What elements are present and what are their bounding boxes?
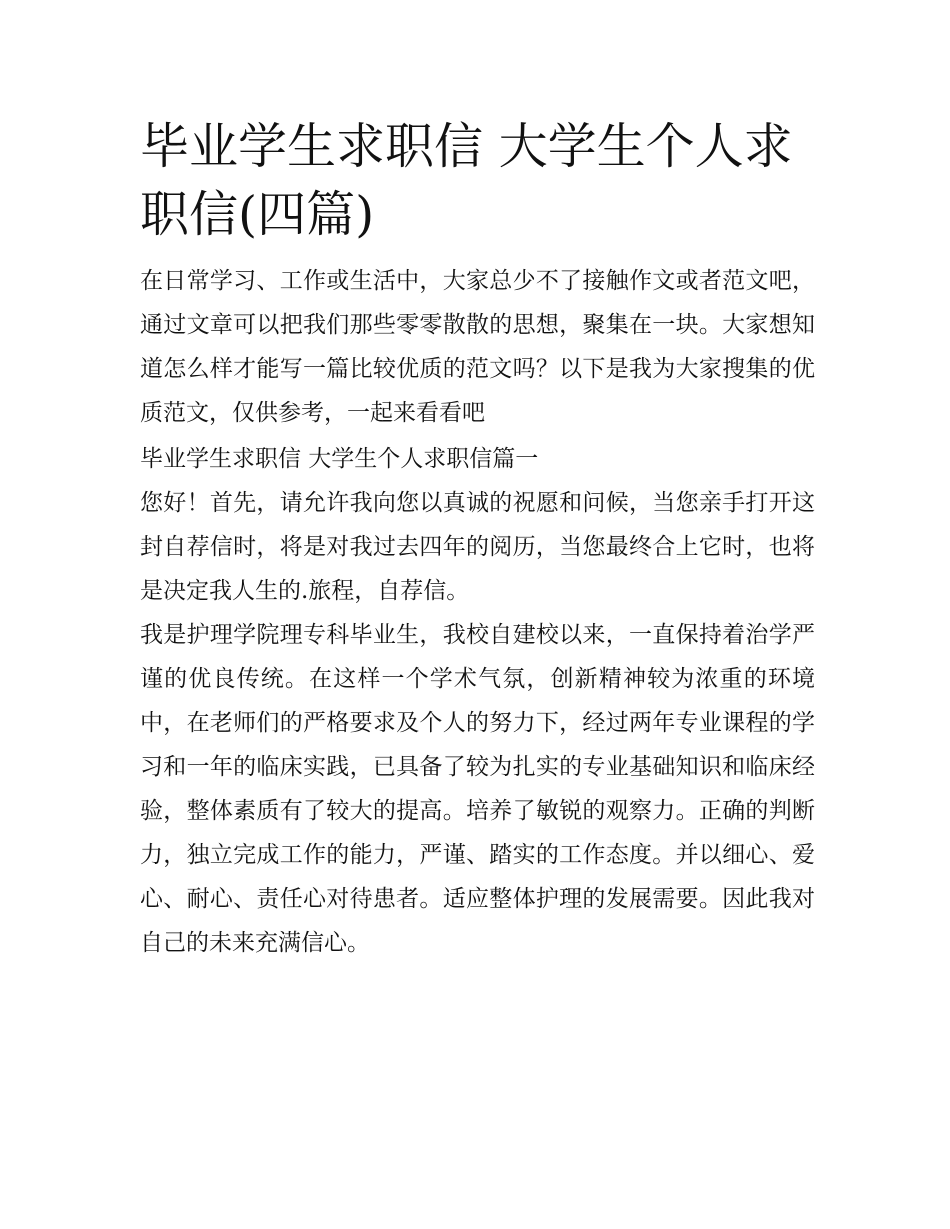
greeting-paragraph: 您好！首先，请允许我向您以真诚的祝愿和问候，当您亲手打开这封自荐信时，将是对我过去四年的阅历，当您最终合上它时，也将是决定我人生的.旅程，自荐信。 xyxy=(140,490,815,604)
section-heading: 毕业学生求职信 大学生个人求职信篇一 xyxy=(140,446,539,472)
document-content xyxy=(140,113,815,965)
self-introduction-paragraph: 我是护理学院理专科毕业生，我校自建校以来，一直保持着治学严谨的优良传统。在这样一个学术气氛，创新精神较为浓重的环境中，在老师们的严格要求及个人的努力下，经过两年专业课程的学习和一年的临床实践，已具备了较为扎实的专业基础知识和临床经验，整体素质有了较大的提高。培养了敏锐的观察力。正确的判断力，独立完成工作的能力，严谨、踏实的工作态度。并以细心、爱心、耐心、责任心对待患者。适应整体护理的发展需要。因此我对自己的未来充满信心。 xyxy=(140,622,815,956)
document-title: 毕业学生求职信 大学生个人求职信(四篇) xyxy=(140,118,793,243)
intro-paragraph: 在日常学习、工作或生活中，大家总少不了接触作文或者范文吧，通过文章可以把我们那些零零散散的思想，聚集在一块。大家想知道怎么样才能写一篇比较优质的范文吗？以下是我为大家搜集的优质范文，仅供参考，一起来看看吧 xyxy=(140,268,815,426)
document-body xyxy=(140,259,815,965)
